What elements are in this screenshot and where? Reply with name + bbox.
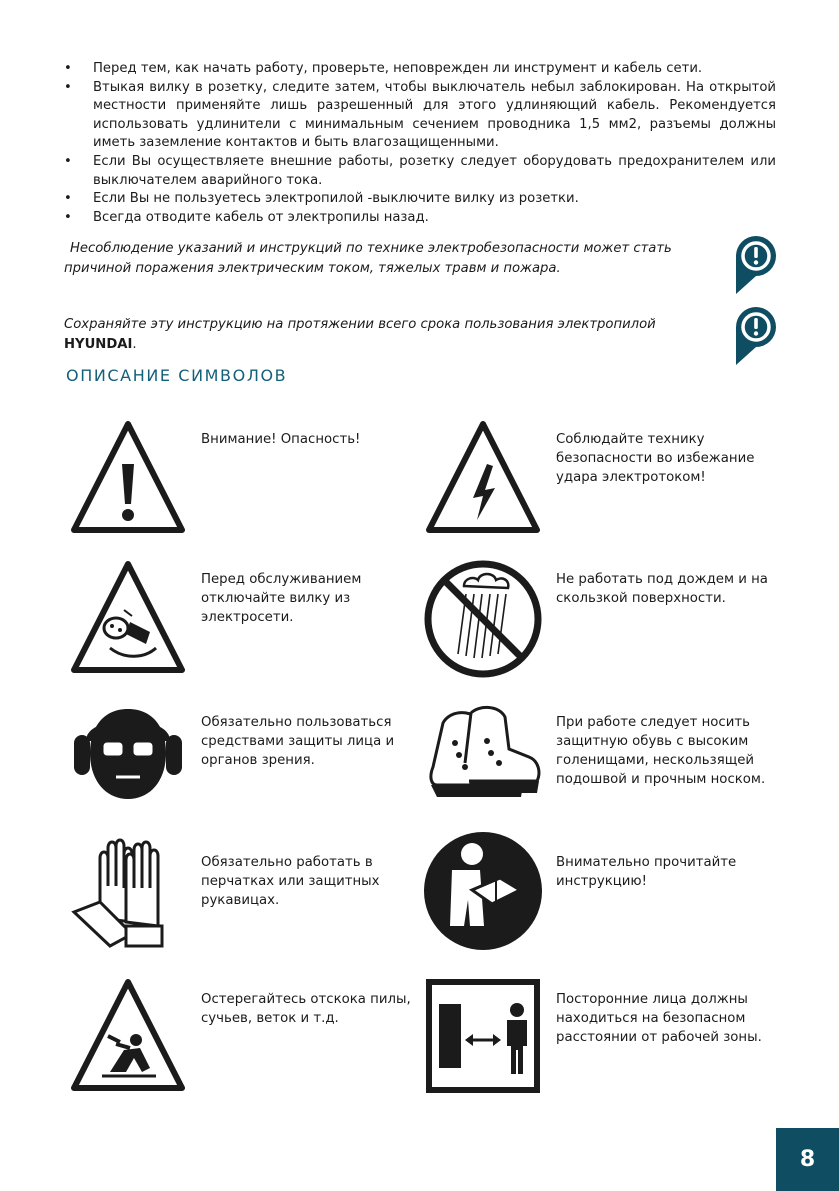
face-protection-icon <box>70 703 186 803</box>
gloves-description: Обязательно работать в перчатках или защитных рукавицах. <box>201 855 380 908</box>
bullet-item: • Перед тем, как начать работу, проверьте, неповрежден ли инструмент и кабель сети. <box>64 60 776 79</box>
danger-description: Внимание! Опасность! <box>201 432 361 447</box>
electric-shock-icon <box>425 420 541 534</box>
manual-description: Внимательно прочитайте инструкцию! <box>556 855 737 889</box>
keep-manual-text <box>64 315 714 355</box>
bullet-mark: • <box>64 79 72 95</box>
unplug-icon <box>70 560 186 674</box>
bullet-item: • Если Вы осуществляете внешние работы, розетку следует оборудовать предохранителем или выключателем аварийного тока. <box>64 153 776 188</box>
bullet-mark: • <box>64 61 72 76</box>
bullet-mark: • <box>64 191 72 207</box>
bullet-item: • Если Вы не пользуетесь электропилой -выключите вилку из розетки. <box>64 190 776 209</box>
gloves-icon <box>70 838 186 950</box>
exclamation-info-icon <box>734 305 778 367</box>
brand-suffix: . <box>132 337 137 352</box>
distance-description: Посторонние лица должны находиться на безопасном расстоянии от рабочей зоны. <box>556 992 762 1045</box>
bullet-item: • Всегда отводите кабель от электропилы назад. <box>64 209 776 228</box>
safety-boots-icon <box>425 703 543 807</box>
safety-bullet-list <box>64 60 776 227</box>
read-manual-icon <box>422 830 544 952</box>
bullet-mark: • <box>64 153 72 169</box>
bullet-mark: • <box>64 209 72 225</box>
kickback-description: Остерегайтесь отскока пилы, сучьев, веток и т.д. <box>201 992 411 1026</box>
exclamation-warning-icon <box>734 234 778 296</box>
electrical-warning-text: Несоблюдение указаний и инструкций по технике электробезопасности может стать причиной поражения электрическим током, тяжелых травм и пожара. <box>64 241 672 276</box>
face-description: Обязательно пользоваться средствами защиты лица и органов зрения. <box>201 715 395 768</box>
rain-description: Не работать под дождем и на скользкой поверхности. <box>556 572 768 606</box>
electric-description: Соблюдайте технику безопасности во избежание удара электротоком! <box>556 432 755 485</box>
section-title: ОПИСАНИЕ СИМВОЛОВ <box>66 366 288 385</box>
safe-distance-icon <box>425 978 541 1094</box>
page-number: 8 <box>776 1128 839 1191</box>
boots-description: При работе следует носить защитную обувь с высоким голенищами, нескользящей подошвой и прочным носком. <box>556 715 766 787</box>
bullet-item: • Втыкая вилку в розетку, следите затем, чтобы выключатель небыл заблокирован. На открытой местности применяйте лишь разрешенный для этого удлиняющий кабель. Рекомендуется использовать удлинители с минимальным сечением проводника 1,5 мм2, разъемы должны иметь заземление контактов и быть влагозащищенными. <box>64 79 776 151</box>
kickback-warning-icon <box>70 978 186 1092</box>
danger-warning-icon <box>70 420 186 534</box>
no-rain-icon <box>422 558 544 680</box>
keep-manual-sentence: Сохраняйте эту инструкцию на протяжении всего срока пользования электропилой <box>64 317 656 332</box>
brand-name: HYUNDAI <box>64 337 133 352</box>
unplug-description: Перед обслуживанием отключайте вилку из электросети. <box>201 572 362 625</box>
